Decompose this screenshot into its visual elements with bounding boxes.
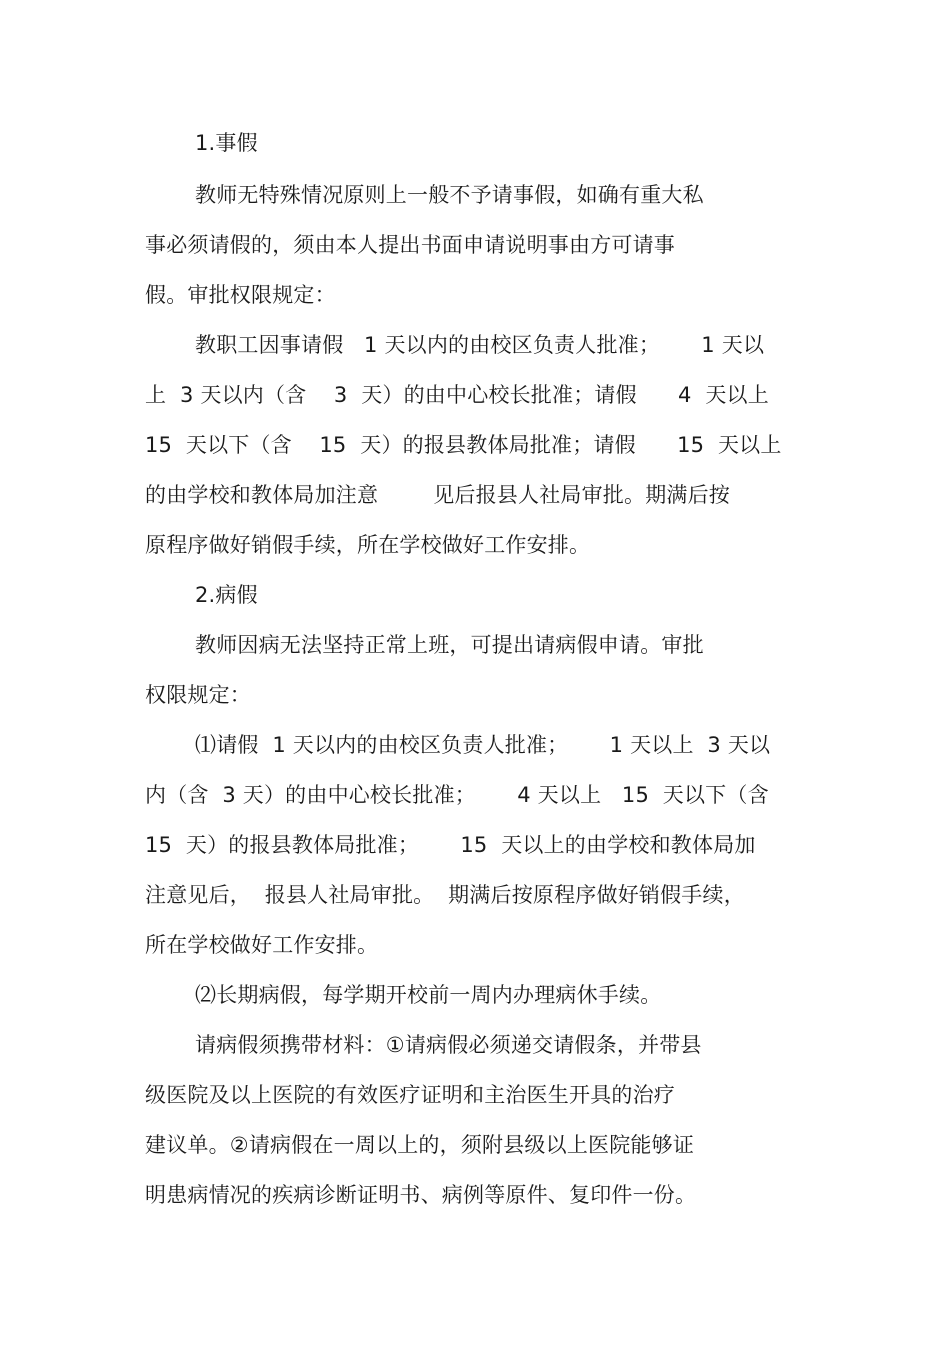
paragraph-line: 所在学校做好工作安排。 [145,933,379,957]
paragraph-line: 的由学校和教体局加注意 见后报县人社局审批。期满后按 [145,483,730,507]
section-heading-personal-leave: 1.事假 [195,131,258,155]
paragraph-line: 教师因病无法坚持正常上班，可提出请病假申请。审批 [195,633,704,657]
paragraph-line: 事必须请假的，须由本人提出书面申请说明事由方可请事 [145,233,675,257]
paragraph-line: 假。审批权限规定： [145,283,336,307]
paragraph-line: 15 天）的报县教体局批准； 15 天以上的由学校和教体局加 [145,833,756,857]
paragraph-line: 级医院及以上医院的有效医疗证明和主治医生开具的治疗 [145,1083,675,1107]
paragraph-line: 权限规定： [145,683,251,707]
paragraph-line: 原程序做好销假手续，所在学校做好工作安排。 [145,533,591,557]
section-heading-sick-leave: 2.病假 [195,583,258,607]
paragraph-line: 15 天以下（含 15 天）的报县教体局批准；请假 15 天以上 [145,433,782,457]
paragraph-line: 教师无特殊情况原则上一般不予请事假，如确有重大私 [195,183,704,207]
paragraph-line: 建议单。②请病假在一周以上的，须附县级以上医院能够证 [145,1133,695,1157]
paragraph-line: 明患病情况的疾病诊断证明书、病例等原件、复印件一份。 [145,1183,697,1207]
paragraph-line: 上 3 天以内（含 3 天）的由中心校长批准；请假 4 天以上 [145,383,769,407]
paragraph-line: 注意见后， 报县人社局审批。 期满后按原程序做好销假手续， [145,883,745,907]
paragraph-line: ⑴请假 1 天以内的由校区负责人批准； 1 天以上 3 天以 [195,733,771,757]
paragraph-line: ⑵长期病假，每学期开校前一周内办理病休手续。 [195,983,662,1007]
paragraph-line: 教职工因事请假 1 天以内的由校区负责人批准； 1 天以 [195,333,765,357]
paragraph-line: 内（含 3 天）的由中心校长批准； 4 天以上 15 天以下（含 [145,783,769,807]
paragraph-line: 请病假须携带材料：①请病假必须递交请假条，并带县 [195,1033,702,1057]
